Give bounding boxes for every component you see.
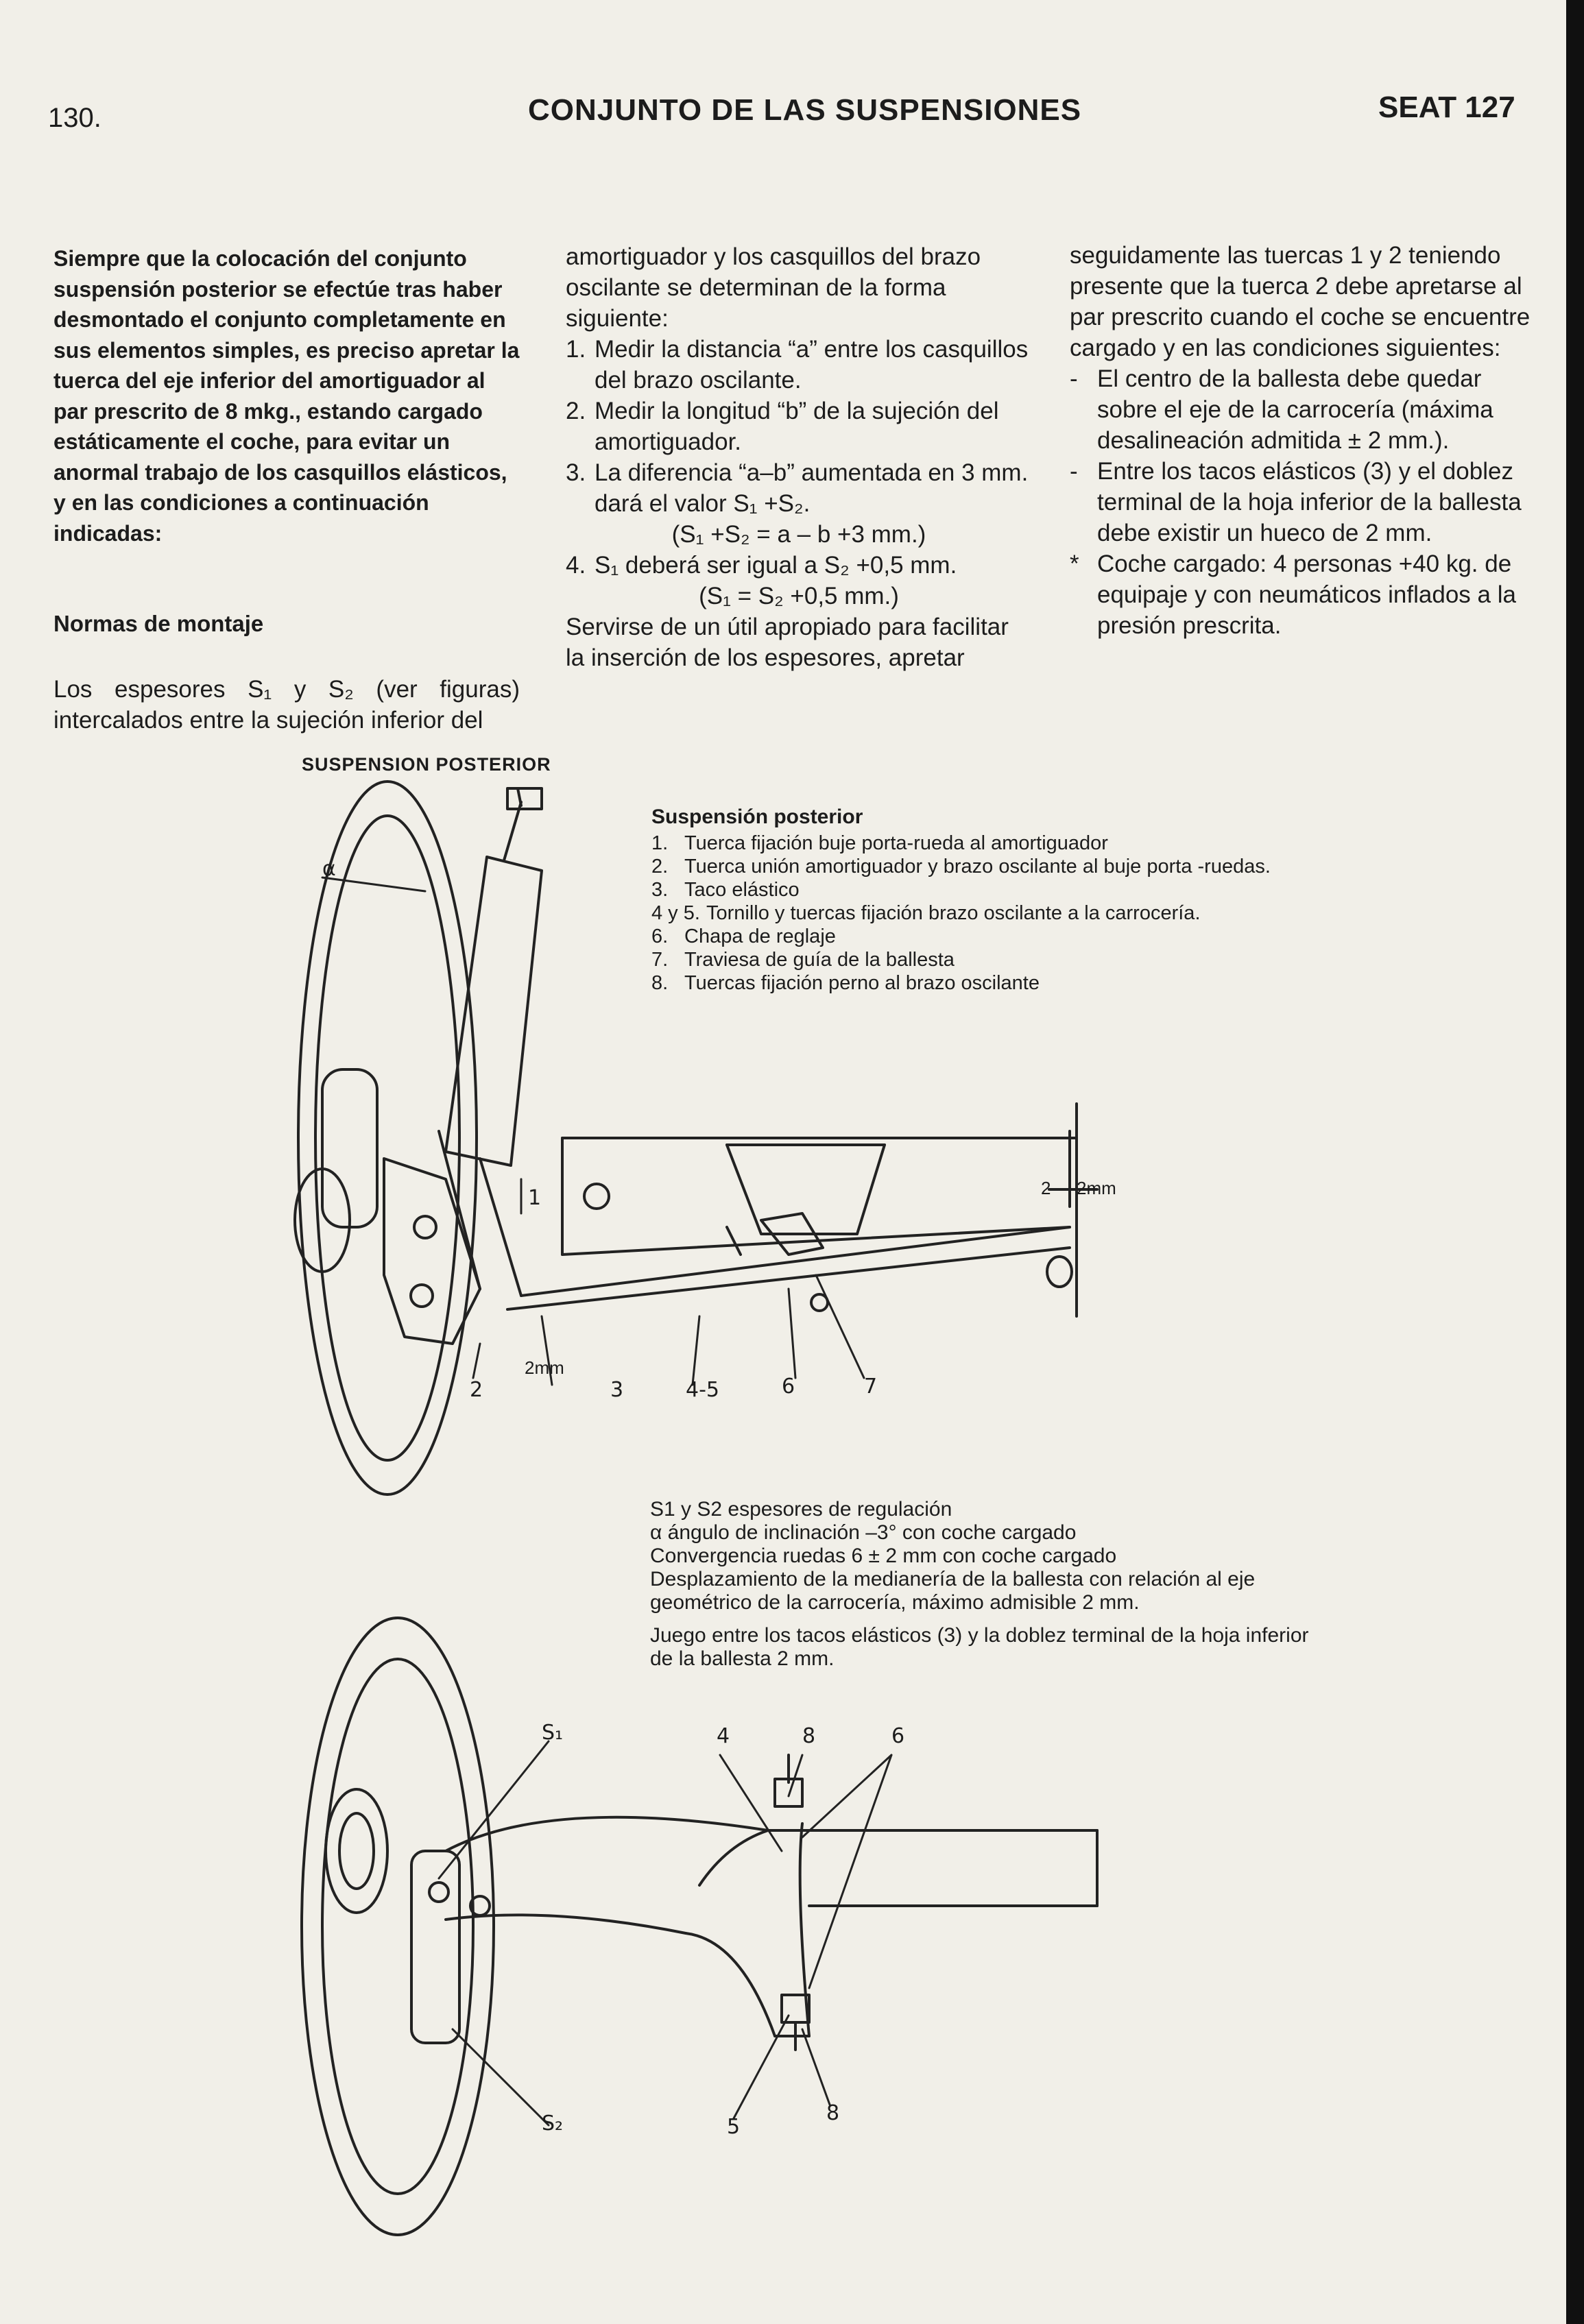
legend-item: 4 y 5. Tornillo y tuercas fijación brazo oscilante a la carrocería. [651, 902, 1201, 924]
callout-6: 6 [782, 1375, 795, 1399]
body-paragraph: Los espesores S₁ y S₂ (ver figuras) intercalados entre la sujeción inferior del [53, 676, 520, 734]
callout-5-bottom: 5 [727, 2115, 741, 2139]
callout-4-5: 4-5 [686, 1378, 719, 1402]
formula: (S₁ +S₂ = a – b +3 mm.) [671, 521, 926, 548]
hub-bracket [384, 1159, 480, 1344]
step-item: 1. Medir la distancia “a” entre los casquillos del brazo oscilante. [566, 336, 1029, 394]
callout-3: 3 [610, 1378, 624, 1402]
column-two-lead: amortiguador y los casquillos del brazo oscilante se determinan de la forma siguiente: [566, 243, 981, 332]
page-number-right: SEAT 127 [1378, 90, 1515, 124]
callout-s2: S₂ [542, 2111, 564, 2135]
legend-item: 7. Traviesa de guía de la ballesta [651, 949, 955, 971]
top-wheel [295, 782, 477, 1494]
alpha-callout: α [322, 857, 336, 881]
page-number-left: 130. [48, 103, 101, 133]
step-item: 4. S₁ deberá ser igual a S₂ +0,5 mm. [566, 552, 957, 579]
body-and-spring [507, 1104, 1097, 1316]
note-line: S1 y S2 espesores de regulación [650, 1498, 952, 1521]
callout-7: 7 [864, 1375, 878, 1399]
callout-4-bottom: 4 [717, 1724, 730, 1748]
bullet-item: - El centro de la ballesta debe quedar sobre el eje de la carrocería (máxima desalineación admitida ± 2 mm.). [1070, 365, 1493, 454]
callout-2: 2 [470, 1378, 483, 1402]
page-title: CONJUNTO DE LAS SUSPENSIONES [528, 93, 1082, 127]
dimension-label-right-number: 2 [1041, 1178, 1051, 1198]
formula: (S₁ = S₂ +0,5 mm.) [699, 583, 899, 609]
callout-6-bottom: 6 [891, 1724, 905, 1748]
bottom-leader-lines [439, 1741, 891, 2125]
note-line: Juego entre los tacos elásticos (3) y la doblez terminal de la hoja inferior de la ballesta 2 mm. [650, 1624, 1309, 1670]
note-line: α ángulo de inclinación –3° con coche cargado [650, 1521, 1077, 1544]
dimension-label-right: 2mm [1077, 1178, 1116, 1198]
shock-absorber [439, 788, 542, 1296]
figure-title: SUSPENSION POSTERIOR [302, 754, 551, 775]
section-heading: Normas de montaje [53, 611, 264, 636]
bullet-item: * Coche cargado: 4 personas +40 kg. de equipaje y con neumáticos inflados a la presión prescrita. [1070, 550, 1516, 639]
legend-item: 1. Tuerca fijación buje porta-rueda al amortiguador [651, 832, 1108, 854]
dimension-label-left: 2mm [525, 1357, 564, 1378]
figure-notes [650, 1498, 1336, 1671]
column-three-lead: seguidamente las tuercas 1 y 2 teniendo presente que la tuerca 2 debe apretarse al par prescrito cuando el coche se encuentre cargado y en las condiciones siguientes: [1070, 242, 1531, 361]
bullet-item: - Entre los tacos elásticos (3) y el doblez terminal de la hoja inferior de la ballesta debe existir un hueco de 2 mm. [1070, 458, 1522, 546]
note-line: Convergencia ruedas 6 ± 2 mm con coche cargado [650, 1545, 1117, 1567]
page-edge-shadow [1566, 0, 1584, 2324]
note-line: Desplazamiento de la medianería de la ballesta con relación al eje geométrico de la carrocería, máximo admisible 2 mm. [650, 1568, 1256, 1614]
legend-item: 3. Taco elástico [651, 879, 800, 901]
legend-item: 2. Tuerca unión amortiguador y brazo oscilante al buje porta -ruedas. [651, 856, 1271, 877]
figure-legend [651, 806, 1337, 995]
step-item: 3. La diferencia “a–b” aumentada en 3 mm. dará el valor S₁ +S₂. [566, 459, 1029, 517]
bottom-wheel [302, 1618, 494, 2235]
callout-8-bottom: 8 [826, 2101, 840, 2125]
column-two-tail: Servirse de un útil apropiado para facilitar la inserción de los espesores, apretar [566, 614, 1009, 671]
step-item: 2. Medir la longitud “b” de la sujeción del amortiguador. [566, 398, 999, 455]
callout-8-top: 8 [802, 1724, 816, 1748]
legend-item: 8. Tuercas fijación perno al brazo oscilante [651, 972, 1040, 994]
legend-item: 6. Chapa de reglaje [651, 925, 836, 947]
intro-paragraph: Siempre que la colocación del conjunto suspensión posterior se efectúe tras haber desmontado el conjunto completamente en sus elementos simples, es preciso apretar la tuerca del eje inferior del amortiguador al par prescrito de 8 mkg., estando cargado estáticamente el coche, para evitar un anormal trabajo de los casquillos elásticos, y en las condiciones a continuación indicadas: [53, 246, 520, 546]
legend-title: Suspensión posterior [651, 806, 863, 828]
callout-1: 1 [528, 1186, 542, 1210]
oscillating-arm [429, 1755, 1097, 2050]
callout-s1: S₁ [542, 1721, 564, 1745]
